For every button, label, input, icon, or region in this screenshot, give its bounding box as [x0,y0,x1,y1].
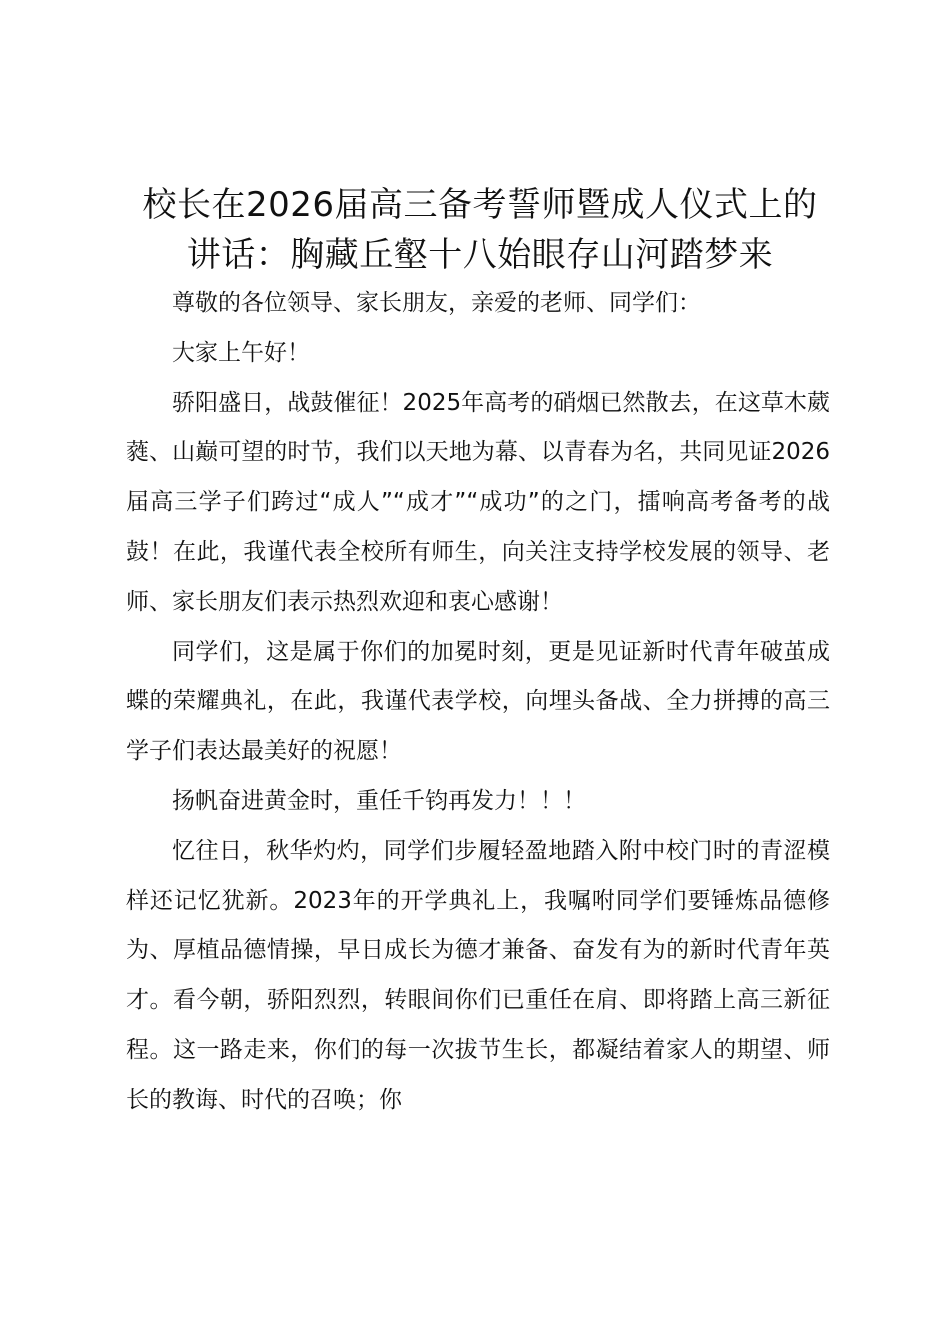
paragraph-coronation: 同学们，这是属于你们的加冕时刻，更是见证新时代青年破茧成蝶的荣耀典礼，在此，我谨代表学校，向埋头备战、全力拼搏的高三学子们表达最美好的祝愿！ [126,638,830,765]
paragraph-recollection: 忆往日，秋华灼灼，同学们步履轻盈地踏入附中校门时的青涩模样还记忆犹新。2023年的开学典礼上，我嘱咐同学们要锤炼品德修为、厚植品德情操，早日成长为德才兼备、奋发有为的新时代青年英才。看今朝，骄阳烈烈，转眼间你们已重任在肩、即将踏上高三新征程。这一路走来，你们的每一次拔节生长，都凝结着家人的期望、师长的教诲、时代的召唤；你 [126,837,830,1113]
paragraph-slogan: 扬帆奋进黄金时，重任千钧再发力！！！ [172,787,586,814]
paragraph-greeting: 尊敬的各位领导、家长朋友，亲爱的老师、同学们： [172,290,701,316]
paragraph-opening: 骄阳盛日，战鼓催征！2025年高考的硝烟已然散去，在这草木葳蕤、山巅可望的时节，我们以天地为幕、以青春为名，共同见证2026届高三学子们跨过“成人”“成才”“成功”的之门，擂响高考备考的战鼓！在此，我谨代表全校所有师生，向关注支持学校发展的领导、老师、家长朋友们表示热烈欢迎和衷心感谢！ [126,389,830,615]
title-line-1: 校长在2026届高三备考誓师暨成人仪式上的 [142,185,818,225]
title-line-2: 讲话：胸藏丘壑十八始眼存山河踏梦来 [186,235,774,275]
paragraph-morning: 大家上午好！ [172,339,310,366]
document-title [110,180,850,280]
document-body [126,279,830,1126]
